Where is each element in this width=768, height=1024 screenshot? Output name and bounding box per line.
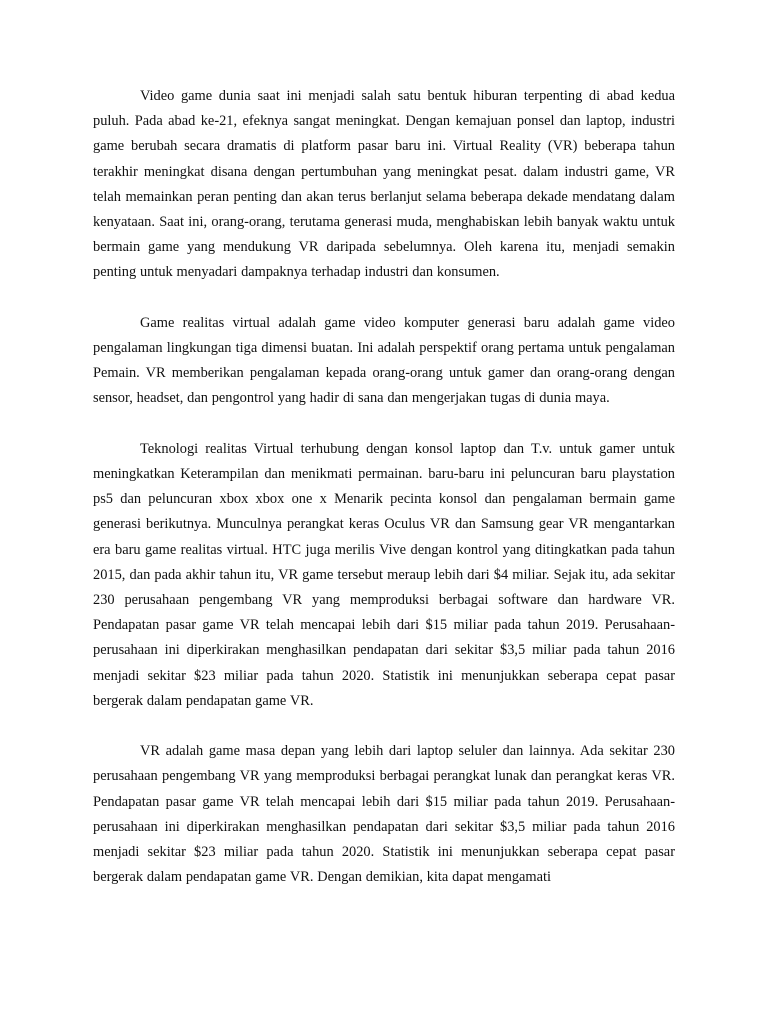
paragraph-future: VR adalah game masa depan yang lebih dari laptop seluler dan lainnya. Ada sekitar 230 perusahaan pengembang VR yang memproduksi berbagai perangkat lunak dan perangkat keras VR. Pendapatan pasar game VR telah mencapai lebih dari $15 miliar pada tahun 2019. Perusahaan-perusahaan ini diperkirakan menghasilkan pendapatan dari sekitar $3,5 miliar pada tahun 2016 menjadi sekitar $23 miliar pada tahun 2020. Statistik ini menunjukkan seberapa cepat pasar bergerak dalam pendapatan game VR. Dengan demikian, kita dapat mengamati [93, 743, 675, 886]
paragraph-technology: Teknologi realitas Virtual terhubung dengan konsol laptop dan T.v. untuk gamer untuk meningkatkan Keterampilan dan menikmati permainan. baru-baru ini peluncuran baru playstation ps5 dan peluncuran xbox xbox one x Menarik pecinta konsol dan pengalaman bermain game generasi berikutnya. Munculnya perangkat keras Oculus VR dan Samsung gear VR mengantarkan era baru game realitas virtual. HTC juga merilis Vive dengan kontrol yang ditingkatkan pada tahun 2015, dan pada akhir tahun itu, VR game tersebut meraup lebih dari $4 miliar. Sejak itu, ada sekitar 230 perusahaan pengembang VR yang memproduksi berbagai software dan hardware VR. Pendapatan pasar game VR telah mencapai lebih dari $15 miliar pada tahun 2019. Perusahaan-perusahaan ini diperkirakan menghasilkan pendapatan dari sekitar $3,5 miliar pada tahun 2016 menjadi sekitar $23 miliar pada tahun 2020. Statistik ini menunjukkan seberapa cepat pasar bergerak dalam pendapatan game VR. [93, 440, 675, 709]
paragraph-intro: Video game dunia saat ini menjadi salah satu bentuk hiburan terpenting di abad kedua puluh. Pada abad ke-21, efeknya sangat meningkat. Dengan kemajuan ponsel dan laptop, industri game berubah secara dramatis di platform pasar baru ini. Virtual Reality (VR) beberapa tahun terakhir meningkat disana dengan pertumbuhan yang meningkat pesat. dalam industri game, VR telah memainkan peran penting dan akan terus berlanjut selama beberapa dekade mendatang dalam kenyataan. Saat ini, orang-orang, terutama generasi muda, menghabiskan lebih banyak waktu untuk bermain game yang mendukung VR daripada sebelumnya. Oleh karena itu, menjadi semakin penting untuk menyadari dampaknya terhadap industri dan konsumen. [93, 88, 675, 281]
paragraph-definition: Game realitas virtual adalah game video komputer generasi baru adalah game video pengalaman lingkungan tiga dimensi buatan. Ini adalah perspektif orang pertama untuk pengalaman Pemain. VR memberikan pengalaman kepada orang-orang untuk gamer dan orang-orang dengan sensor, headset, dan pengontrol yang hadir di sana dan mengerjakan tugas di dunia maya. [93, 314, 675, 407]
document-body [93, 84, 675, 890]
